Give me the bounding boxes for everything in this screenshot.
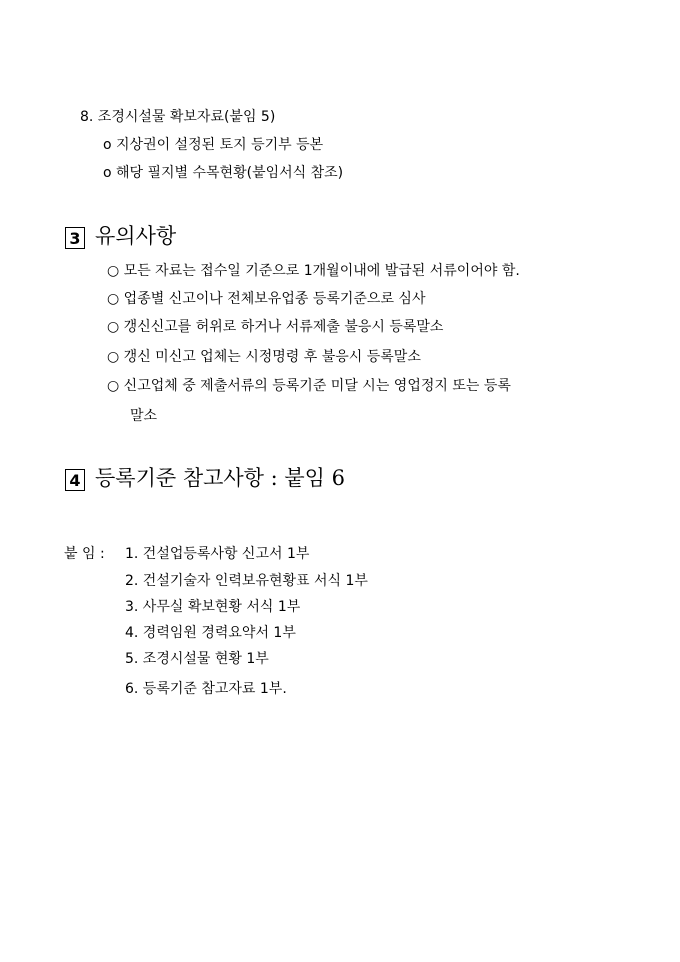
section-number-box: 4: [65, 469, 85, 491]
notice-item: ○ 갱신 미신고 업체는 시정명령 후 불응시 등록말소: [107, 349, 421, 365]
notice-item: ○ 갱신신고를 허위로 하거나 서류제출 불응시 등록말소: [107, 319, 444, 335]
attachment-item: 3. 사무실 확보현황 서식 1부: [125, 599, 301, 615]
section-title: 등록기준 참고사항 : 붙임 6: [95, 466, 345, 490]
section8-title: 8. 조경시설물 확보자료(붙임 5): [80, 109, 276, 125]
attachment-item: 1. 건설업등록사항 신고서 1부: [125, 546, 310, 562]
section-title: 유의사항: [95, 224, 177, 248]
notice-item: ○ 업종별 신고이나 전체보유업종 등록기준으로 심사: [107, 291, 426, 307]
attachment-item: 6. 등록기준 참고자료 1부.: [125, 681, 287, 697]
section4-heading: [65, 465, 345, 491]
notice-item: ○ 모든 자료는 접수일 기준으로 1개월이내에 발급된 서류이어야 함.: [107, 263, 520, 279]
section3-heading: [65, 223, 176, 249]
section8-item: o 지상권이 설정된 토지 등기부 등본: [103, 137, 324, 153]
attachment-item: 2. 건설기술자 인력보유현황표 서식 1부: [125, 573, 368, 589]
attachments-label: 붙 임 :: [64, 546, 105, 562]
section-number-box: 3: [65, 227, 85, 249]
attachment-item: 5. 조경시설물 현황 1부: [125, 651, 269, 667]
attachment-item: 4. 경력임원 경력요약서 1부: [125, 625, 296, 641]
notice-item: ○ 신고업체 중 제출서류의 등록기준 미달 시는 영업정지 또는 등록: [107, 378, 511, 394]
section8-item: o 해당 필지별 수목현황(붙임서식 참조): [103, 165, 344, 181]
notice-item-continuation: 말소: [130, 408, 158, 424]
